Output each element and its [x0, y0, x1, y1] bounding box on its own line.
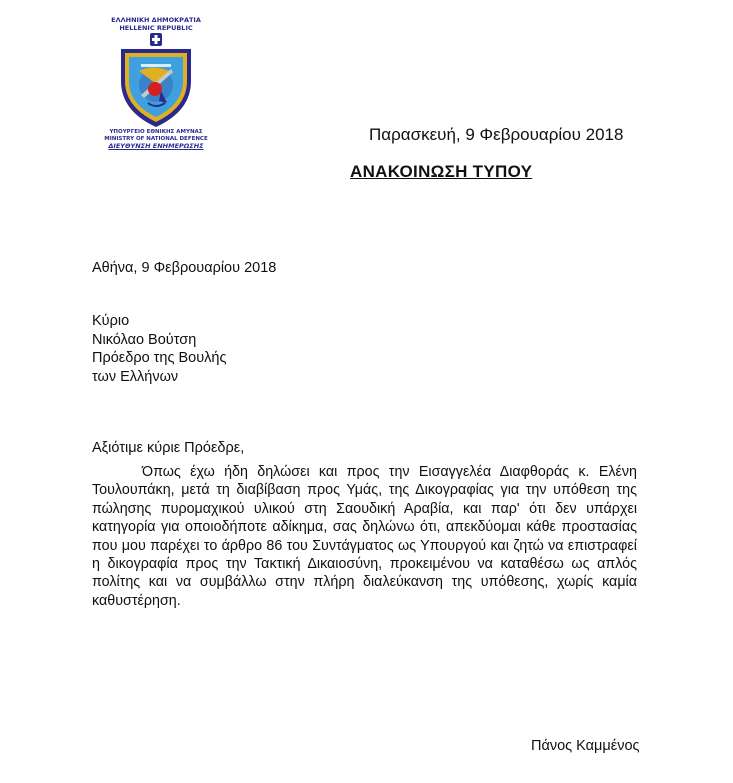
addressee-line: Νικόλαο Βούτση: [92, 331, 197, 348]
addressee-block: [92, 312, 226, 386]
signature: Πάνος Καμμένος: [531, 738, 640, 754]
press-release-title: ΑΝΑΚΟΙΝΩΣΗ ΤΥΠΟΥ: [350, 162, 533, 181]
addressee-line: Πρόεδρο της Βουλής: [92, 350, 227, 366]
salutation: Αξιότιμε κύριε Πρόεδρε,: [92, 440, 245, 456]
logo-top-line-1: ΕΛΛΗΝΙΚΗ ΔΗΜΟΚΡΑΤΙΑ: [111, 16, 201, 24]
logo-bottom-line-1: ΥΠΟΥΡΓΕΙΟ ΕΘΝΙΚΗΣ ΑΜΥΝΑΣ: [109, 129, 203, 135]
header-date: Παρασκευή, 9 Φεβρουαρίου 2018: [369, 125, 624, 144]
crest-emblem-icon: [115, 33, 197, 129]
logo-bottom-line-3: ΔΙΕΥΘΥΝΣΗ ΕΝΗΜΕΡΩΣΗΣ: [108, 143, 204, 150]
addressee-line: των Ελλήνων: [92, 368, 179, 385]
logo-top-line-2: HELLENIC REPUBLIC: [119, 24, 193, 32]
letter-place-date: Αθήνα, 9 Φεβρουαρίου 2018: [92, 260, 277, 276]
letter-body: Όπως έχω ήδη δηλώσει και προς την Εισαγγελέα Διαφθοράς κ. Ελένη Τουλουπάκη, μετά τη διαβίβαση προς Υμάς, της Δικογραφίας για την υπόθεση της πώλησης πυρομαχικού υλικού στη Σαουδική Αραβία, και παρ' ότι δεν υπάρχει κατηγορία για οποιοδήποτε αδίκημα, σας δηλώνω ότι, απεκδύομαι κάθε προστασίας που μου παρέχει το άρθρο 86 του Συντάγματος ως Υπουργού και ζητώ να επιστραφεί η δικογραφία προς την Τακτική Δικαιοσύνη, προκειμένου να καταθέσω ως απλός πολίτης και να συμβάλλω στην πλήρη διαλεύκανση της υπόθεσης, χωρίς καμία καθυστέρηση.: [92, 464, 637, 609]
ministry-logo: [98, 16, 214, 168]
addressee-line: Κύριο: [92, 313, 130, 329]
logo-bottom-line-2: MINISTRY OF NATIONAL DEFENCE: [104, 136, 208, 142]
